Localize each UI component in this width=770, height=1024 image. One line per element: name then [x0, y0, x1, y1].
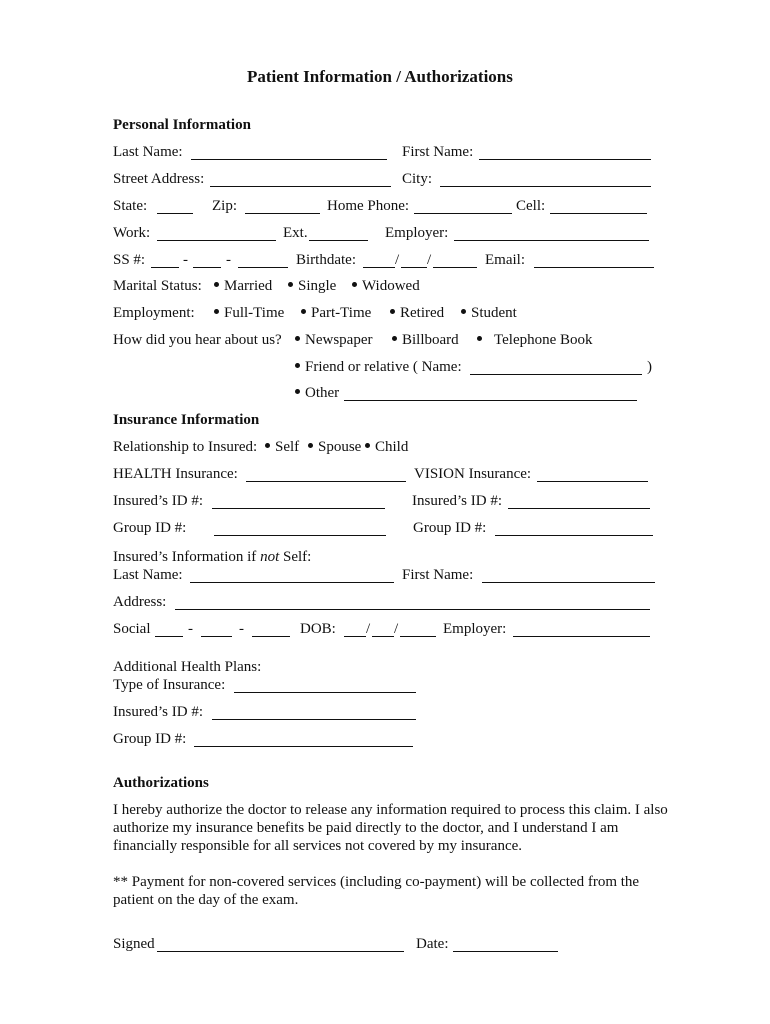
insured-first-name-field[interactable]: [482, 582, 655, 583]
health-insured-id-field[interactable]: [212, 508, 385, 509]
signature-field[interactable]: [157, 951, 404, 952]
employment-option-part-time[interactable]: Part-Time: [301, 304, 371, 322]
bullet-icon: [265, 443, 270, 448]
insured-social-part1-field[interactable]: [155, 636, 183, 637]
insured-employer-field[interactable]: [513, 636, 650, 637]
bullet-icon: [295, 389, 300, 394]
social-separator: -: [239, 621, 244, 637]
ext-field[interactable]: [309, 240, 368, 241]
insured-employer-label: Employer:: [443, 621, 507, 637]
bullet-icon: [390, 309, 395, 314]
insured-not-self-label: Insured’s Information if not Self:: [113, 549, 312, 565]
ss-part1-field[interactable]: [151, 267, 179, 268]
state-label: State:: [113, 198, 148, 214]
birthdate-year-field[interactable]: [433, 267, 477, 268]
insured-address-label: Address:: [113, 594, 167, 610]
vision-insurance-label: VISION Insurance:: [414, 466, 532, 482]
friend-close-paren: ): [647, 359, 652, 375]
marital-option-married[interactable]: Married: [214, 277, 272, 295]
insured-social-part2-field[interactable]: [201, 636, 232, 637]
street-address-label: Street Address:: [113, 171, 205, 187]
signed-label: Signed: [113, 936, 155, 952]
date-field[interactable]: [453, 951, 558, 952]
insured-dob-month-field[interactable]: [344, 636, 366, 637]
city-label: City:: [402, 171, 433, 187]
vision-group-id-label: Group ID #:: [413, 520, 487, 536]
date-label: Date:: [416, 936, 449, 952]
referral-option-billboard[interactable]: Billboard: [392, 331, 459, 349]
ss-part2-field[interactable]: [193, 267, 221, 268]
ext-label: Ext.: [283, 225, 308, 241]
authorization-paragraph: I hereby authorize the doctor to release any information required to process this claim. I also authorize my insurance benefits be paid directly to the doctor, and I understand I am financially responsible for all services not covered by my insurance.: [113, 802, 668, 854]
bullet-icon: [288, 282, 293, 287]
bullet-icon: [365, 443, 370, 448]
additional-insured-id-label: Insured’s ID #:: [113, 704, 203, 720]
additional-group-id-field[interactable]: [194, 746, 413, 747]
insured-social-label: Social: [113, 621, 151, 637]
marital-option-widowed[interactable]: Widowed: [352, 277, 420, 295]
work-field[interactable]: [157, 240, 276, 241]
bullet-icon: [308, 443, 313, 448]
referral-option-other[interactable]: Other: [295, 384, 339, 402]
bullet-icon: [477, 336, 482, 341]
work-label: Work:: [113, 225, 151, 241]
friend-name-field[interactable]: [470, 374, 642, 375]
health-insurance-label: HEALTH Insurance:: [113, 466, 238, 482]
bullet-icon: [352, 282, 357, 287]
relationship-label: Relationship to Insured:: [113, 439, 258, 455]
employment-option-full-time[interactable]: Full-Time: [214, 304, 284, 322]
bullet-icon: [214, 309, 219, 314]
zip-label: Zip:: [212, 198, 237, 214]
relationship-option-spouse[interactable]: Spouse: [308, 438, 361, 456]
health-insurance-field[interactable]: [246, 481, 406, 482]
page-title: Patient Information / Authorizations: [247, 67, 513, 86]
ss-separator: -: [183, 252, 188, 268]
vision-insured-id-label: Insured’s ID #:: [412, 493, 502, 509]
insured-last-name-label: Last Name:: [113, 567, 183, 583]
personal-information-heading: Personal Information: [113, 117, 251, 133]
birthdate-month-field[interactable]: [363, 267, 395, 268]
insured-last-name-field[interactable]: [190, 582, 394, 583]
type-of-insurance-label: Type of Insurance:: [113, 677, 226, 693]
employment-option-retired[interactable]: Retired: [390, 304, 444, 322]
home-phone-label: Home Phone:: [327, 198, 410, 214]
authorizations-heading: Authorizations: [113, 775, 209, 791]
employer-label: Employer:: [385, 225, 449, 241]
birthdate-label: Birthdate:: [296, 252, 356, 268]
bullet-icon: [461, 309, 466, 314]
insurance-information-heading: Insurance Information: [113, 412, 260, 428]
payment-note: ** Payment for non-covered services (including co-payment) will be collected from the patient on the day of the exam.: [113, 874, 640, 908]
relationship-option-child[interactable]: Child: [365, 438, 408, 456]
vision-group-id-field[interactable]: [495, 535, 653, 536]
dob-separator: /: [394, 621, 399, 637]
last-name-field[interactable]: [191, 159, 387, 160]
marital-status-label: Marital Status:: [113, 278, 202, 294]
insured-address-field[interactable]: [175, 609, 650, 610]
vision-insurance-field[interactable]: [537, 481, 648, 482]
employment-label: Employment:: [113, 305, 195, 321]
insured-first-name-label: First Name:: [402, 567, 474, 583]
first-name-field[interactable]: [479, 159, 651, 160]
first-name-label: First Name:: [402, 144, 474, 160]
cell-field[interactable]: [550, 213, 647, 214]
health-group-id-field[interactable]: [214, 535, 386, 536]
vision-insured-id-field[interactable]: [508, 508, 650, 509]
bullet-icon: [214, 282, 219, 287]
email-label: Email:: [485, 252, 525, 268]
bullet-icon: [301, 309, 306, 314]
cell-label: Cell:: [516, 198, 546, 214]
insured-social-part3-field[interactable]: [252, 636, 290, 637]
insured-dob-label: DOB:: [300, 621, 336, 637]
ss-label: SS #:: [113, 252, 146, 268]
referral-option-newspaper[interactable]: Newspaper: [295, 331, 372, 349]
referral-option-friend[interactable]: Friend or relative ( Name:: [295, 358, 462, 376]
social-separator: -: [188, 621, 193, 637]
employer-field[interactable]: [454, 240, 649, 241]
employment-option-student[interactable]: Student: [461, 304, 517, 322]
email-field[interactable]: [534, 267, 654, 268]
date-separator: /: [395, 252, 400, 268]
type-of-insurance-field[interactable]: [234, 692, 416, 693]
health-insured-id-label: Insured’s ID #:: [113, 493, 203, 509]
dob-separator: /: [366, 621, 371, 637]
date-separator: /: [427, 252, 432, 268]
home-phone-field[interactable]: [414, 213, 512, 214]
bullet-icon: [295, 363, 300, 368]
bullet-icon: [392, 336, 397, 341]
marital-option-single[interactable]: Single: [288, 277, 336, 295]
street-address-field[interactable]: [210, 186, 391, 187]
insured-dob-year-field[interactable]: [400, 636, 436, 637]
city-field[interactable]: [440, 186, 651, 187]
referral-label: How did you hear about us?: [113, 332, 282, 348]
referral-option-telephone-book[interactable]: Telephone Book: [477, 331, 593, 349]
birthdate-day-field[interactable]: [401, 267, 427, 268]
state-field[interactable]: [157, 213, 193, 214]
ss-part3-field[interactable]: [238, 267, 288, 268]
relationship-option-self[interactable]: Self: [265, 438, 299, 456]
last-name-label: Last Name:: [113, 144, 183, 160]
additional-group-id-label: Group ID #:: [113, 731, 187, 747]
other-referral-field[interactable]: [344, 400, 637, 401]
bullet-icon: [295, 336, 300, 341]
zip-field[interactable]: [245, 213, 320, 214]
insured-dob-day-field[interactable]: [372, 636, 394, 637]
additional-health-plans-heading: Additional Health Plans:: [113, 659, 262, 675]
ss-separator: -: [226, 252, 231, 268]
health-group-id-label: Group ID #:: [113, 520, 187, 536]
additional-insured-id-field[interactable]: [212, 719, 416, 720]
